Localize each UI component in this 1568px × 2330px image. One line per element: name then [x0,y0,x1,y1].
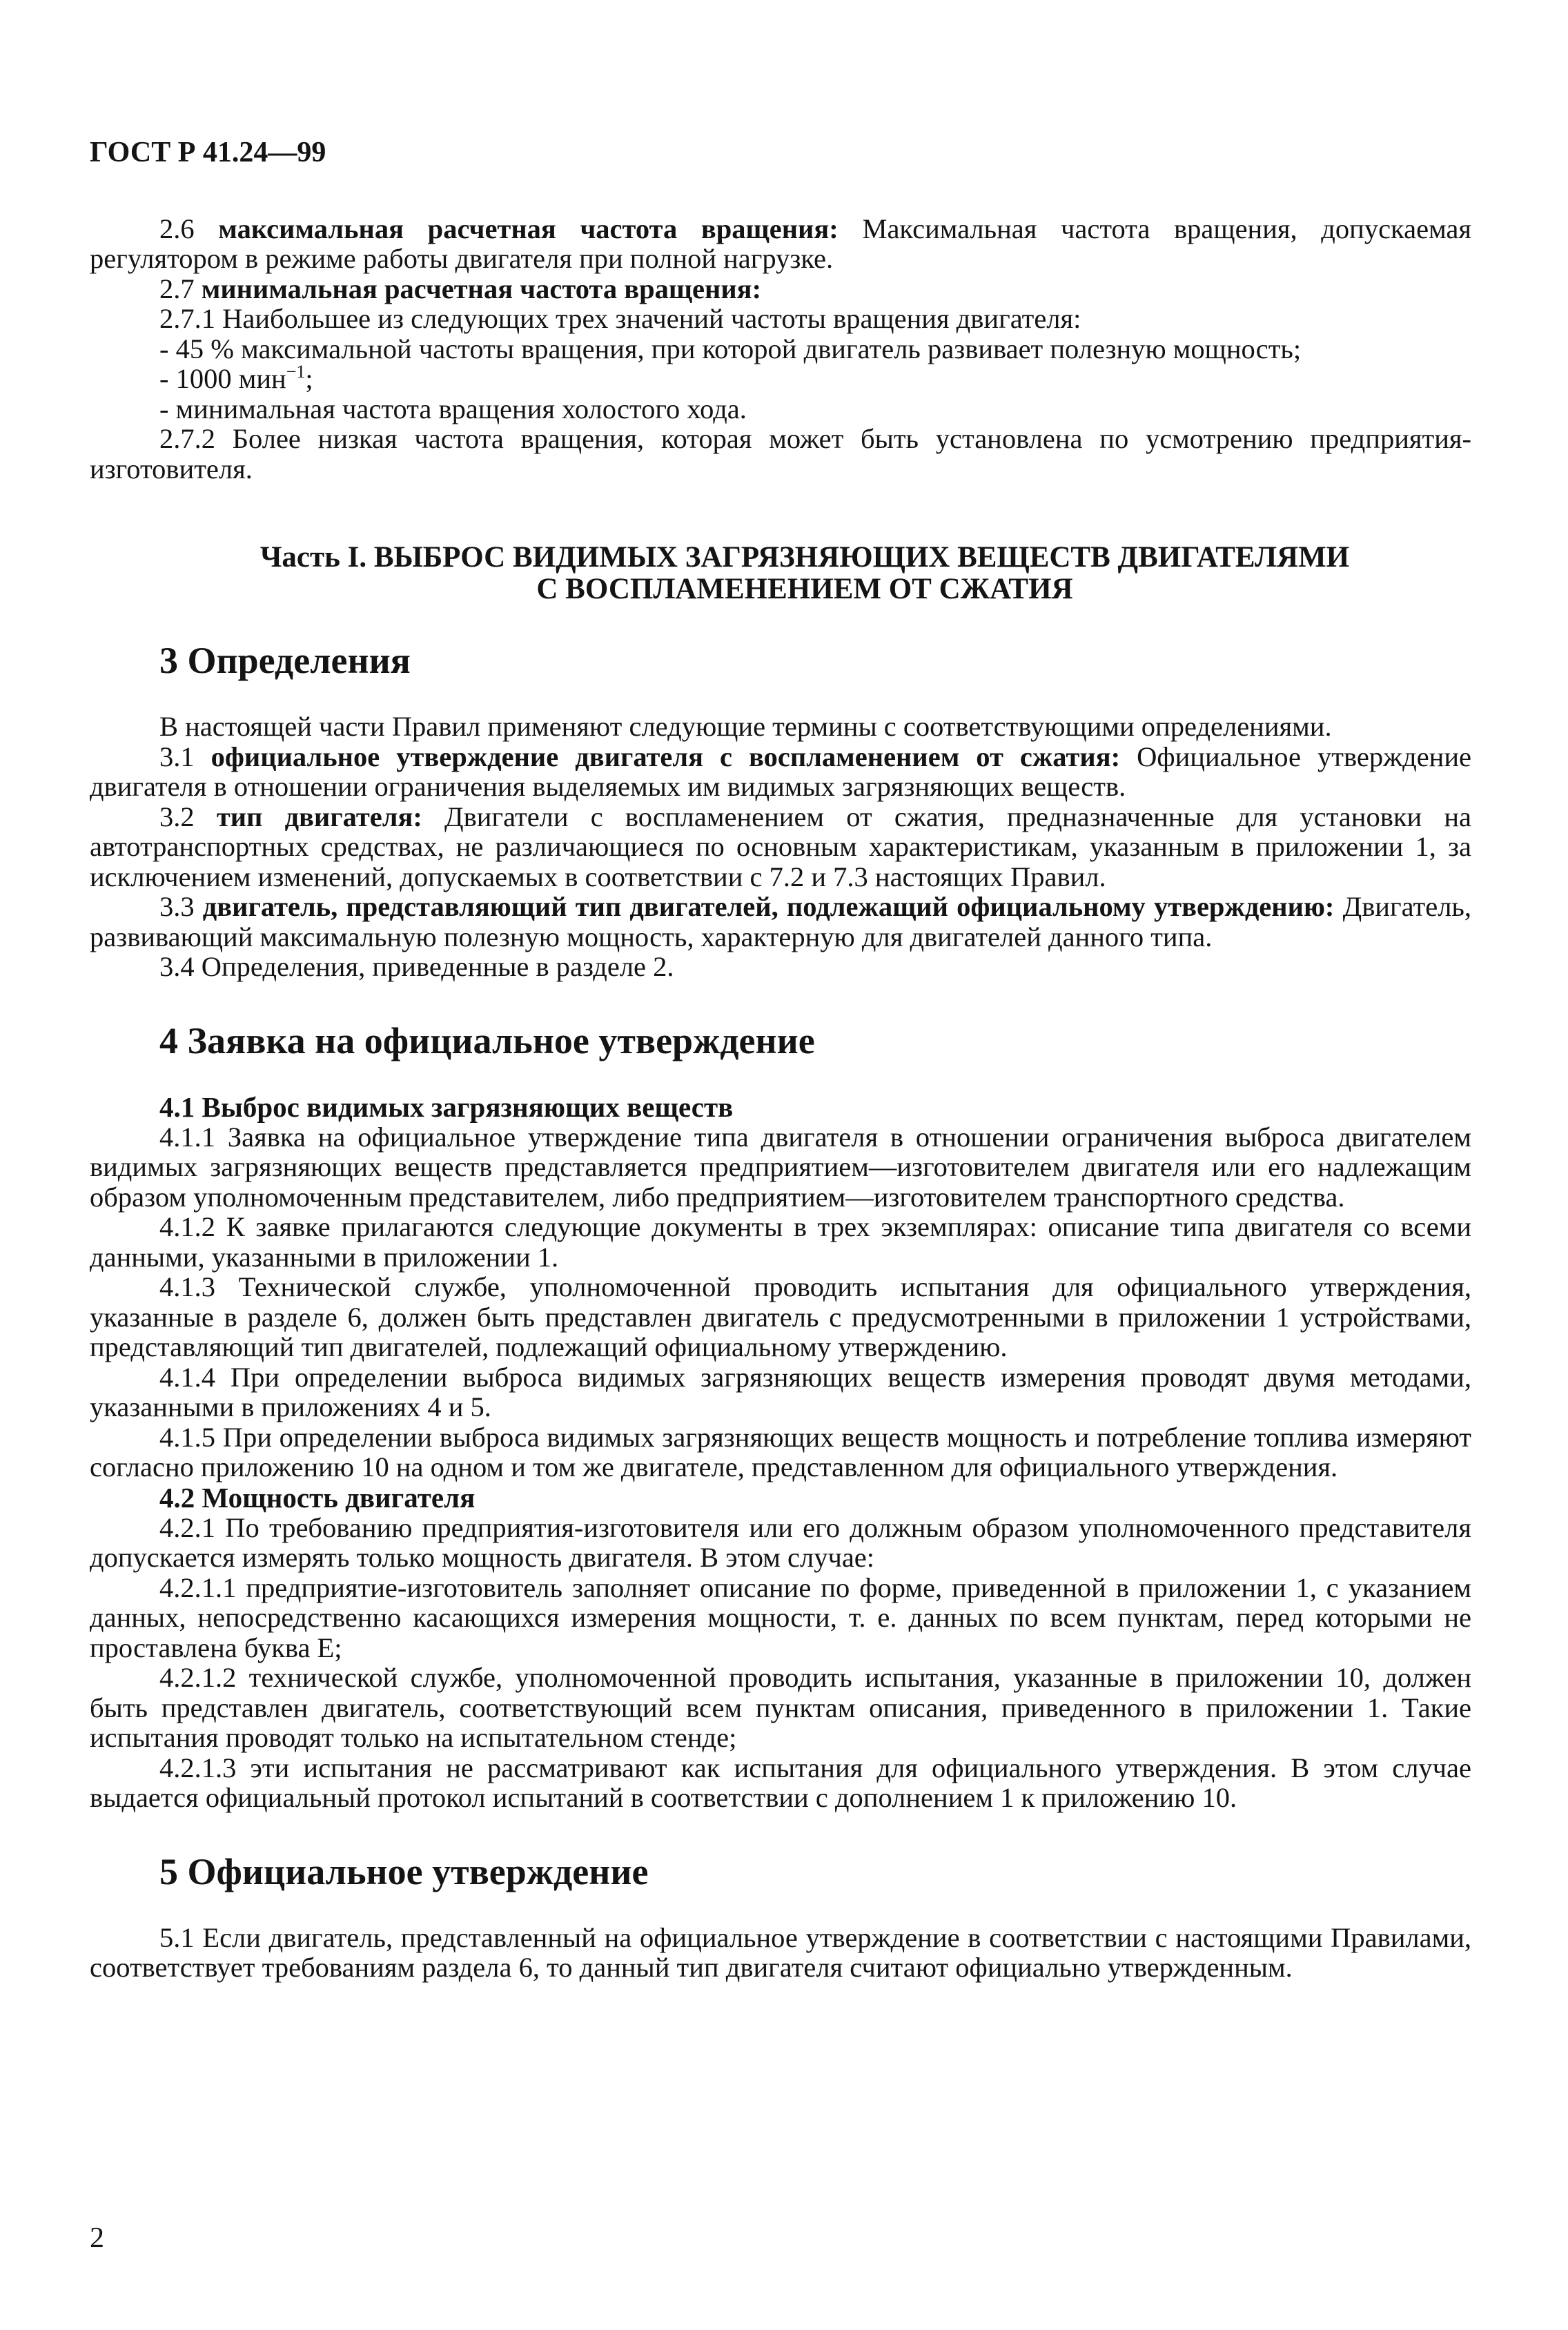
definition-text: Двигатель, развивающий максимальную полезную мощность, характерную для двигателей данного типа. [90,891,1472,952]
section-5-heading: 5 Официальное утверждение [159,1850,649,1892]
clause-4-2-1-2: 4.2.1.2 технической службе, уполномоченной проводить испытания, указанные в приложении 10, должен быть представлен двигатель, соответствующий всем пунктам описания, приведенного в приложении 1. Такие испытания проводят только на испытательном стенде; [90,1662,1471,1753]
section-4-heading: 4 Заявка на официальное утверждение [159,1019,815,1061]
term: официальное утверждение двигателя с воспламенением от сжатия: [210,741,1121,772]
list-item-text: ; [305,363,313,394]
superscript: −1 [286,362,306,382]
list-item-text: - 1000 мин [159,363,286,394]
clause-5-1: 5.1 Если двигатель, представленный на официальное утверждение в соответствии с настоящими Правилами, соответствует требованиям раздела 6, то данный тип двигателя считают официально утвержденным. [90,1921,1471,1983]
part-title-line: Часть I. ВЫБРОС ВИДИМЫХ ЗАГРЯЗНЯЮЩИХ ВЕЩЕСТВ ДВИГАТЕЛЯМИ [259,541,1350,574]
clause-4-2-1-1: 4.2.1.1 предприятие-изготовитель заполняет описание по форме, приведенной в приложении 1, с указанием данных, непосредственно касающихся измерения мощности, т. е. данных по всем пунктам, перед которыми не проставлена буква Е; [90,1572,1471,1663]
clause-2-7 [90,274,1471,304]
section-3-heading: 3 Определения [159,640,411,681]
term: максимальная расчетная частота вращения: [218,213,839,244]
list-item: - минимальная частота вращения холостого хода. [159,393,747,424]
clause-2-7-1: 2.7.1 Наибольшее из следующих трех значений частоты вращения двигателя: [159,303,1081,334]
clause-4-1-2: 4.1.2 К заявке прилагаются следующие документы в трех экземплярах: описание типа двигателя со всеми данными, указанными в приложении 1. [90,1211,1471,1273]
clause-number: 3.1 [159,741,195,772]
term: двигатель, представляющий тип двигателей, подлежащий официальному утверждению: [202,891,1335,922]
clause-3-4: 3.4 Определения, приведенные в разделе 2. [159,951,674,982]
clause-number: 3.3 [159,891,195,922]
term: минимальная расчетная частота вращения: [201,273,762,304]
clause-4-1-3: 4.1.3 Технической службе, уполномоченной проводить испытания для официального утверждения, указанные в разделе 6, должен быть представлен двигатель с предусмотренными в приложении 1 устройствами, представляющий тип двигателей, подлежащий официальному утверждению. [90,1271,1471,1362]
clause-2-6 [90,214,1471,274]
clause-4-1-1: 4.1.1 Заявка на официальное утверждение типа двигателя в отношении ограничения выброса двигателем видимых загрязняющих веществ представляется предприятием—изготовителем двигателя или его надлежащим образом уполномоченным представителем, либо предприятием—изготовителем транспортного средства. [90,1121,1471,1213]
term: тип двигателя: [216,801,422,832]
definition-text: Официальное утверждение двигателя в отношении ограничения выделяемых им видимых загрязняющих веществ. [90,741,1471,802]
clause-4-2-1-3: 4.2.1.3 эти испытания не рассматривают как испытания для официального утверждения. В этом случае выдается официальный протокол испытаний в соответствии с дополнением 1 к приложению 10. [90,1752,1471,1813]
clause-4-1-5: 4.1.5 При определении выброса видимых загрязняющих веществ мощность и потребление топлива измеряют согласно приложению 10 на одном и том же двигателе, представленном для официального утверждения. [90,1421,1471,1482]
clause-3-1 [90,742,1471,802]
subsection-4-2-heading: 4.2 Мощность двигателя [159,1481,476,1514]
list-item: - 45 % максимальной частоты вращения, при которой двигатель развивает полезную мощность; [159,333,1302,364]
clause-number: 3.2 [159,801,195,832]
page-number: 2 [90,2222,104,2254]
document-header: ГОСТ Р 41.24—99 [90,137,326,168]
clause-4-2-1: 4.2.1 По требованию предприятия-изготовителя или его должным образом уполномоченного представителя допускается измерять только мощность двигателя. В этом случае: [90,1511,1471,1573]
list-item [90,364,1471,394]
subsection-4-1-heading: 4.1 Выброс видимых загрязняющих веществ [159,1090,734,1123]
section-3-intro: В настоящей части Правил применяют следующие термины с соответствующими определениями. [159,711,1332,742]
clause-number: 2.7 [159,273,195,304]
clause-number: 2.6 [159,213,195,244]
part-title [90,542,1471,605]
clause-3-3 [90,892,1471,952]
definition-text: Максимальная частота вращения, допускаемая регулятором в режиме работы двигателя при полной нагрузке. [90,213,1472,274]
definition-text: Двигатели с воспламенением от сжатия, предназначенные для установки на автотранспортных средствах, не различающиеся по основным характеристикам, указанным в приложении 1, за исключением изменений, допускаемых в соответствии с 7.2 и 7.3 настоящих Правил. [90,801,1472,892]
clause-2-7-2: 2.7.2 Более низкая частота вращения, которая может быть установлена по усмотрению предприятия-изготовителя. [90,423,1471,484]
part-title-line: С ВОСПЛАМЕНЕНИЕМ ОТ СЖАТИЯ [536,573,1073,605]
clause-3-2 [90,802,1471,892]
clause-4-1-4: 4.1.4 При определении выброса видимых загрязняющих веществ измерения проводят двумя методами, указанными в приложениях 4 и 5. [90,1361,1471,1422]
